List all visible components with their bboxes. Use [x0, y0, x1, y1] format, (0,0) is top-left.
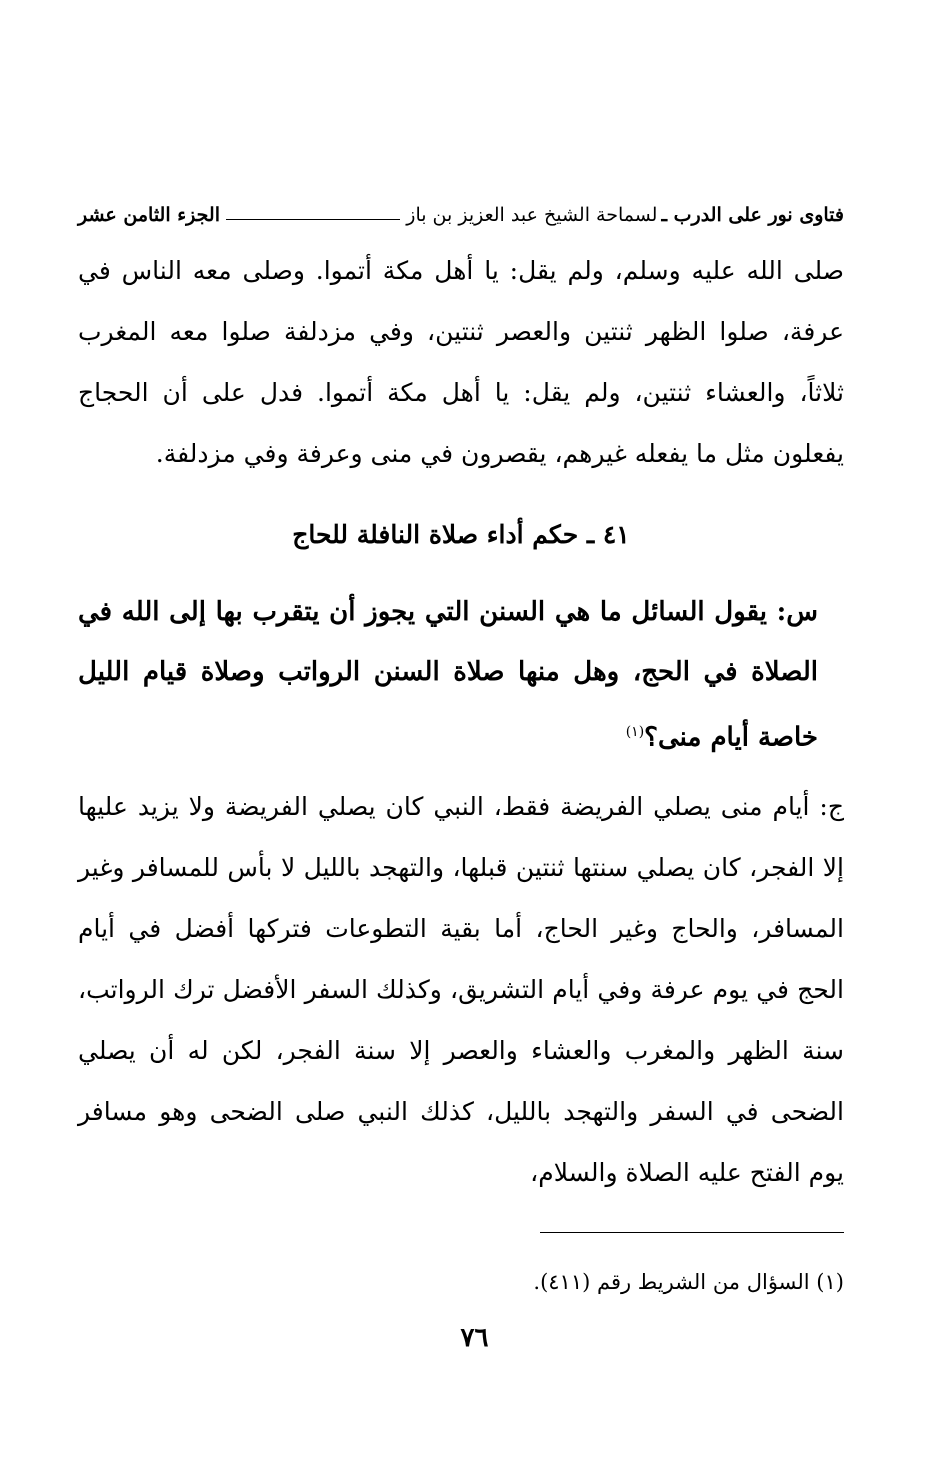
volume-label: الجزء الثامن عشر	[78, 204, 220, 226]
body-paragraph-continuation: صلى الله عليه وسلم، ولم يقل: يا أهل مكة أتموا. وصلى معه الناس في عرفة، صلوا الظهر ثنتين والعصر ثنتين، وفي مزدلفة صلوا معه المغرب ثلاثاً، والعشاء ثنتين، ولم يقل: يا أهل مكة أتموا. فدل على أن الحجاج يفعلون مثل ما يفعله غيرهم، يقصرون في منى وعرفة وفي مزدلفة.	[78, 256, 844, 468]
footnote: (١) السؤال من الشريط رقم (٤١١).	[533, 1270, 844, 1294]
question-paragraph	[78, 582, 818, 768]
author-name: لسماحة الشيخ عبد العزيز بن باز	[406, 204, 658, 226]
book-title: فتاوى نور على الدرب ـ	[661, 204, 844, 226]
question-text: س: يقول السائل ما هي السنن التي يجوز أن يتقرب بها إلى الله في الصلاة في الحج، وهل منها صلاة السنن الرواتب وصلاة قيام الليل خاصة أيام منى؟	[78, 597, 818, 753]
footnote-reference: (١)	[625, 724, 645, 740]
footnote-separator	[540, 1232, 844, 1233]
section-title: ٤١ ـ حكم أداء صلاة النافلة للحاج	[292, 520, 630, 549]
answer-paragraph: ج: أيام منى يصلي الفريضة فقط، النبي كان يصلي الفريضة ولا يزيد عليها إلا الفجر، كان يصلي سنتها ثنتين قبلها، والتهجد بالليل لا بأس للمسافر وغير المسافر، والحاج وغير الحاج، أما بقية التطوعات فتركها أفضل في أيام الحج في يوم عرفة وفي أيام التشريق، وكذلك السفر الأفضل ترك الرواتب، سنة الظهر والمغرب والعشاء والعصر إلا سنة الفجر، لكن له أن يصلي الضحى في السفر والتهجد بالليل، كذلك النبي صلى الضحى وهو مسافر يوم الفتح عليه الصلاة والسلام،	[78, 792, 844, 1187]
running-header	[78, 198, 844, 232]
header-rule	[226, 219, 400, 220]
page-number: ٧٦	[460, 1323, 489, 1353]
